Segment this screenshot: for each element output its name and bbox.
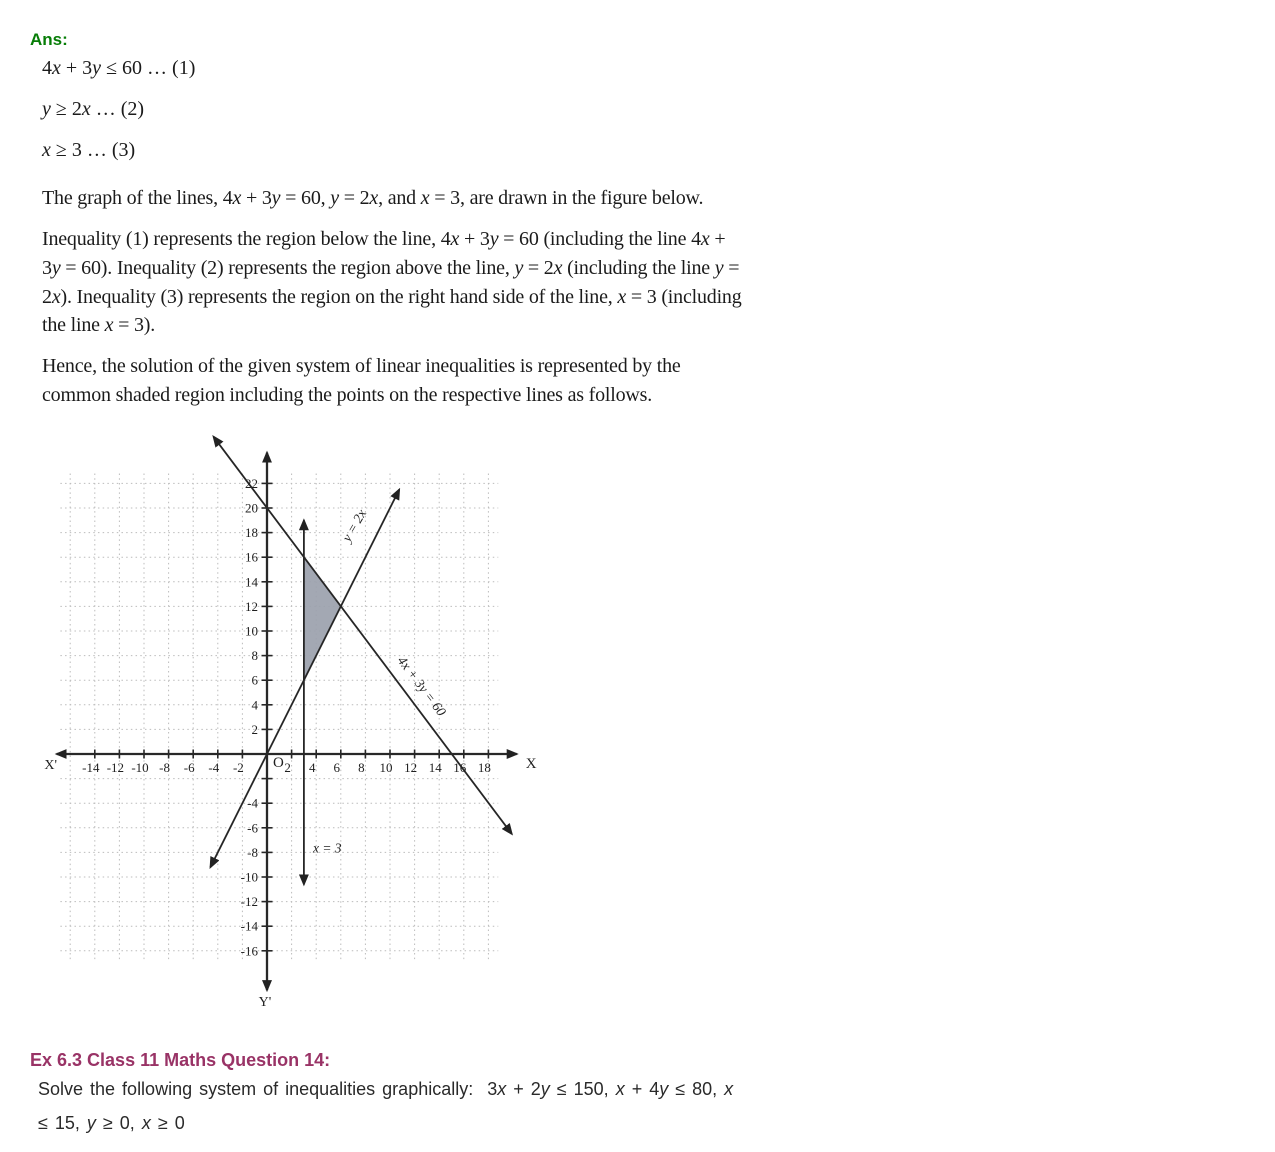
y-tick-label: 22 xyxy=(245,475,258,491)
y-tick-label: -12 xyxy=(240,894,258,910)
paragraph-conclusion xyxy=(42,352,681,410)
x-tick-label: -14 xyxy=(82,760,100,775)
x-tick-label: 18 xyxy=(477,760,491,775)
x-axis-label: X xyxy=(525,756,537,772)
x-tick-label: 16 xyxy=(453,760,467,775)
y-tick-label: 8 xyxy=(251,648,258,664)
y-axis-neg-label: Y' xyxy=(258,995,272,1011)
text-line: 3y = 60). Inequality (2) represents the region above the line, y = 2x (including the line y = xyxy=(42,256,740,279)
question-heading: Ex 6.3 Class 11 Maths Question 14: xyxy=(30,1050,331,1070)
text-line: common shaded region including the points on the respective lines as follows. xyxy=(42,383,653,406)
x-tick-label: -8 xyxy=(159,760,171,775)
line-label: y = 2x xyxy=(338,506,370,545)
x-tick-label: 14 xyxy=(428,760,442,775)
x-tick-label: -10 xyxy=(131,760,149,775)
y-tick-label: -16 xyxy=(240,943,258,959)
equation-list xyxy=(42,57,195,180)
y-tick-label: 20 xyxy=(245,500,258,516)
text-line: x ≥ 3 … (3) xyxy=(42,139,136,161)
x-tick-label: 12 xyxy=(404,760,418,775)
x-tick-label: -6 xyxy=(183,760,195,775)
graph-svg xyxy=(40,428,540,1028)
answer-label: Ans: xyxy=(30,30,68,49)
y-tick-label: -14 xyxy=(240,918,258,934)
text-line: y ≥ 2x … (2) xyxy=(42,98,145,120)
text-line: Hence, the solution of the given system of linear inequalities is represented by the xyxy=(42,355,681,377)
paragraph-inequality-regions xyxy=(42,225,742,340)
y-tick-label: 10 xyxy=(245,623,258,639)
origin-label: O xyxy=(273,755,284,771)
y-tick-label: 18 xyxy=(245,525,258,541)
y-tick-label: 14 xyxy=(245,574,258,590)
x-tick-label: -12 xyxy=(106,760,125,775)
y-tick-label: 6 xyxy=(251,672,258,688)
x-tick-label: -2 xyxy=(232,760,244,775)
graph-figure xyxy=(40,428,540,1028)
text-line: 2x). Inequality (3) represents the region on the right hand side of the line, x = 3 (including xyxy=(42,285,742,308)
text-line: The graph of the lines, 4x + 3y = 60, y = 2x, and x = 3, are drawn in the figure below. xyxy=(42,187,704,209)
question-text xyxy=(38,1072,958,1140)
y-tick-label: -4 xyxy=(247,795,258,811)
x-tick-label: 2 xyxy=(284,760,291,775)
y-tick-label: 16 xyxy=(245,549,258,565)
y-tick-label: -8 xyxy=(247,844,258,860)
y-tick-label: 2 xyxy=(251,721,258,737)
line-label: 4x + 3y = 60 xyxy=(394,653,450,719)
text-line: the line x = 3). xyxy=(42,314,156,337)
y-tick-label: 4 xyxy=(251,697,258,713)
x-tick-label: 8 xyxy=(358,760,365,775)
x-axis-neg-label: X' xyxy=(44,758,57,773)
x-tick-label: 6 xyxy=(333,760,341,775)
y-tick-label: 12 xyxy=(245,598,258,614)
text-line: ≤ 15, y ≥ 0, x ≥ 0 xyxy=(38,1113,185,1133)
x-tick-label: 4 xyxy=(308,760,316,775)
line-y-2x xyxy=(210,490,399,868)
paragraph-graph-intro xyxy=(42,184,703,213)
text-line: Solve the following system of inequalities graphically: 3x + 2y ≤ 150, x + 4y ≤ 80, x xyxy=(38,1079,734,1099)
line-label: x = 3 xyxy=(312,840,342,856)
text-line: Inequality (1) represents the region below the line, 4x + 3y = 60 (including the line 4x + xyxy=(42,228,726,250)
x-tick-label: -4 xyxy=(208,760,220,775)
y-tick-label: -6 xyxy=(247,820,258,836)
x-tick-label: 10 xyxy=(379,760,393,775)
text-line: 4x + 3y ≤ 60 … (1) xyxy=(42,57,196,79)
y-tick-label: -10 xyxy=(240,869,258,885)
